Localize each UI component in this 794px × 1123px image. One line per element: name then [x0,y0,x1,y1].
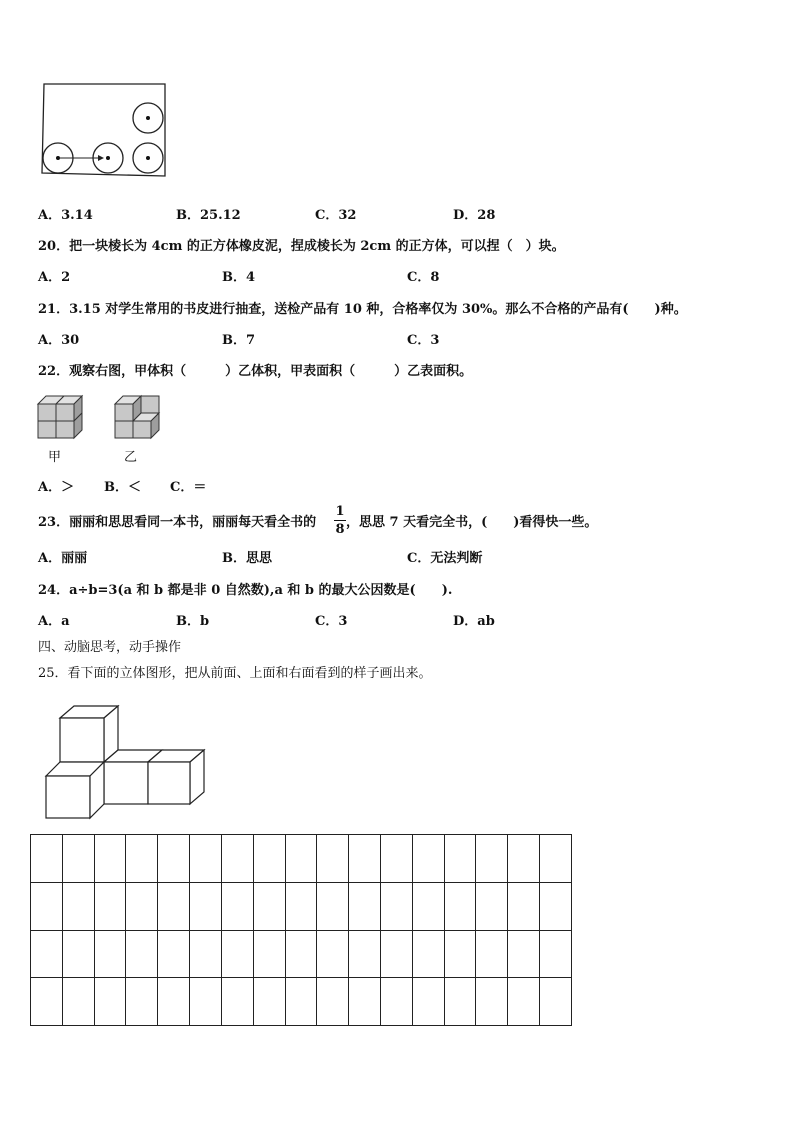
grid-row [31,978,572,1026]
q22-option-b: B．＜ [104,480,141,495]
grid-cell[interactable] [285,978,317,1026]
grid-cell[interactable] [158,930,190,978]
grid-cell[interactable] [476,835,508,883]
cube-figure-yi [113,394,165,446]
grid-cell[interactable] [380,882,412,930]
q23-stem-part1: 23．丽丽和思思看同一本书，丽丽每天看全书的 [38,515,317,530]
grid-cell[interactable] [221,882,253,930]
q24-option-c: C．3 [315,614,348,629]
q23-fraction [334,504,346,537]
grid-cell[interactable] [94,930,126,978]
grid-row [31,835,572,883]
grid-cell[interactable] [158,835,190,883]
q24-stem: 24．a÷b=3(a 和 b 都是非 0 自然数),a 和 b 的最大公因数是( ). [38,583,453,598]
grid-cell[interactable] [317,835,349,883]
grid-cell[interactable] [380,978,412,1026]
grid-cell[interactable] [253,835,285,883]
grid-cell[interactable] [412,930,444,978]
grid-cell[interactable] [444,930,476,978]
q21-stem: 21．3.15 对学生常用的书皮进行抽查，送检产品有 10 种，合格率仅为 30%。那么不合格的产品有( )种。 [38,302,687,317]
grid-cell[interactable] [380,930,412,978]
grid-row [31,882,572,930]
grid-cell[interactable] [190,978,222,1026]
q22-stem: 22．观察右图，甲体积（ ）乙体积，甲表面积（ ）乙表面积。 [38,364,473,379]
grid-cell[interactable] [412,835,444,883]
q22-option-c: C．＝ [170,480,207,495]
q20-option-b: B．4 [222,270,256,285]
grid-cell[interactable] [285,835,317,883]
grid-cell[interactable] [444,882,476,930]
fraction-bar [334,520,346,521]
grid-cell[interactable] [285,882,317,930]
q23-option-c: C．无法判断 [407,551,483,566]
grid-cell[interactable] [190,882,222,930]
grid-cell[interactable] [540,930,572,978]
grid-cell[interactable] [62,882,94,930]
q21-option-b: B．7 [222,333,256,348]
q20-option-c: C．8 [407,270,440,285]
grid-cell[interactable] [190,835,222,883]
grid-cell[interactable] [380,835,412,883]
solid-figure-q25 [44,704,208,822]
grid-cell[interactable] [126,882,158,930]
grid-cell[interactable] [349,835,381,883]
grid-cell[interactable] [253,930,285,978]
grid-cell[interactable] [508,930,540,978]
grid-cell[interactable] [444,835,476,883]
grid-cell[interactable] [221,835,253,883]
section-4-title: 四、动脑思考，动手操作 [38,640,182,655]
grid-cell[interactable] [31,978,63,1026]
grid-cell[interactable] [476,930,508,978]
q19-option-b: B．25.12 [176,208,241,223]
q23-option-b: B．思思 [222,551,272,566]
grid-cell[interactable] [317,882,349,930]
grid-cell[interactable] [253,978,285,1026]
grid-cell[interactable] [540,835,572,883]
q19-option-c: C．32 [315,208,357,223]
rolling-circle-figure [38,80,172,182]
grid-cell[interactable] [444,978,476,1026]
q25-stem: 25．看下面的立体图形，把从前面、上面和右面看到的样子画出来。 [38,666,432,681]
grid-cell[interactable] [317,978,349,1026]
grid-cell[interactable] [62,835,94,883]
q20-option-a: A．2 [38,270,71,285]
q21-option-a: A．30 [38,333,80,348]
q24-option-a: A．a [38,614,70,629]
q24-option-d: D．ab [453,614,495,629]
grid-cell[interactable] [31,882,63,930]
grid-cell[interactable] [158,978,190,1026]
q21-option-c: C．3 [407,333,440,348]
grid-cell[interactable] [253,882,285,930]
grid-cell[interactable] [62,978,94,1026]
grid-cell[interactable] [285,930,317,978]
grid-cell[interactable] [94,835,126,883]
grid-cell[interactable] [349,978,381,1026]
grid-cell[interactable] [221,978,253,1026]
grid-cell[interactable] [94,882,126,930]
grid-cell[interactable] [412,978,444,1026]
grid-cell[interactable] [349,882,381,930]
q20-stem: 20．把一块棱长为 4cm 的正方体橡皮泥，捏成棱长为 2cm 的正方体，可以捏（ ）块。 [38,239,565,254]
grid-cell[interactable] [94,978,126,1026]
grid-cell[interactable] [476,978,508,1026]
grid-cell[interactable] [31,930,63,978]
grid-cell[interactable] [317,930,349,978]
cube-label-yi: 乙 [124,450,138,465]
grid-cell[interactable] [412,882,444,930]
grid-cell[interactable] [126,930,158,978]
cube-figure-jia [36,394,88,446]
grid-cell[interactable] [508,882,540,930]
grid-cell[interactable] [476,882,508,930]
grid-cell[interactable] [221,930,253,978]
grid-cell[interactable] [349,930,381,978]
q23-option-a: A．丽丽 [38,551,88,566]
q23-stem-part2: ，思思 7 天看完全书，( )看得快一些。 [346,515,598,530]
grid-cell[interactable] [540,882,572,930]
grid-cell[interactable] [31,835,63,883]
grid-row [31,930,572,978]
drawing-grid[interactable] [30,834,572,1026]
grid-cell[interactable] [190,930,222,978]
grid-cell[interactable] [540,978,572,1026]
q19-option-d: D．28 [453,208,496,223]
q23-fraction-numerator: 1 [335,504,345,519]
grid-cell[interactable] [508,978,540,1026]
q19-option-a: A．3.14 [38,208,93,223]
grid-cell[interactable] [158,882,190,930]
grid-cell[interactable] [62,930,94,978]
q23-fraction-denominator: 8 [335,522,345,537]
cube-label-jia: 甲 [48,450,62,465]
q22-option-a: A．＞ [38,480,75,495]
grid-cell[interactable] [126,978,158,1026]
grid-cell[interactable] [508,835,540,883]
grid-cell[interactable] [126,835,158,883]
q24-option-b: B．b [176,614,210,629]
